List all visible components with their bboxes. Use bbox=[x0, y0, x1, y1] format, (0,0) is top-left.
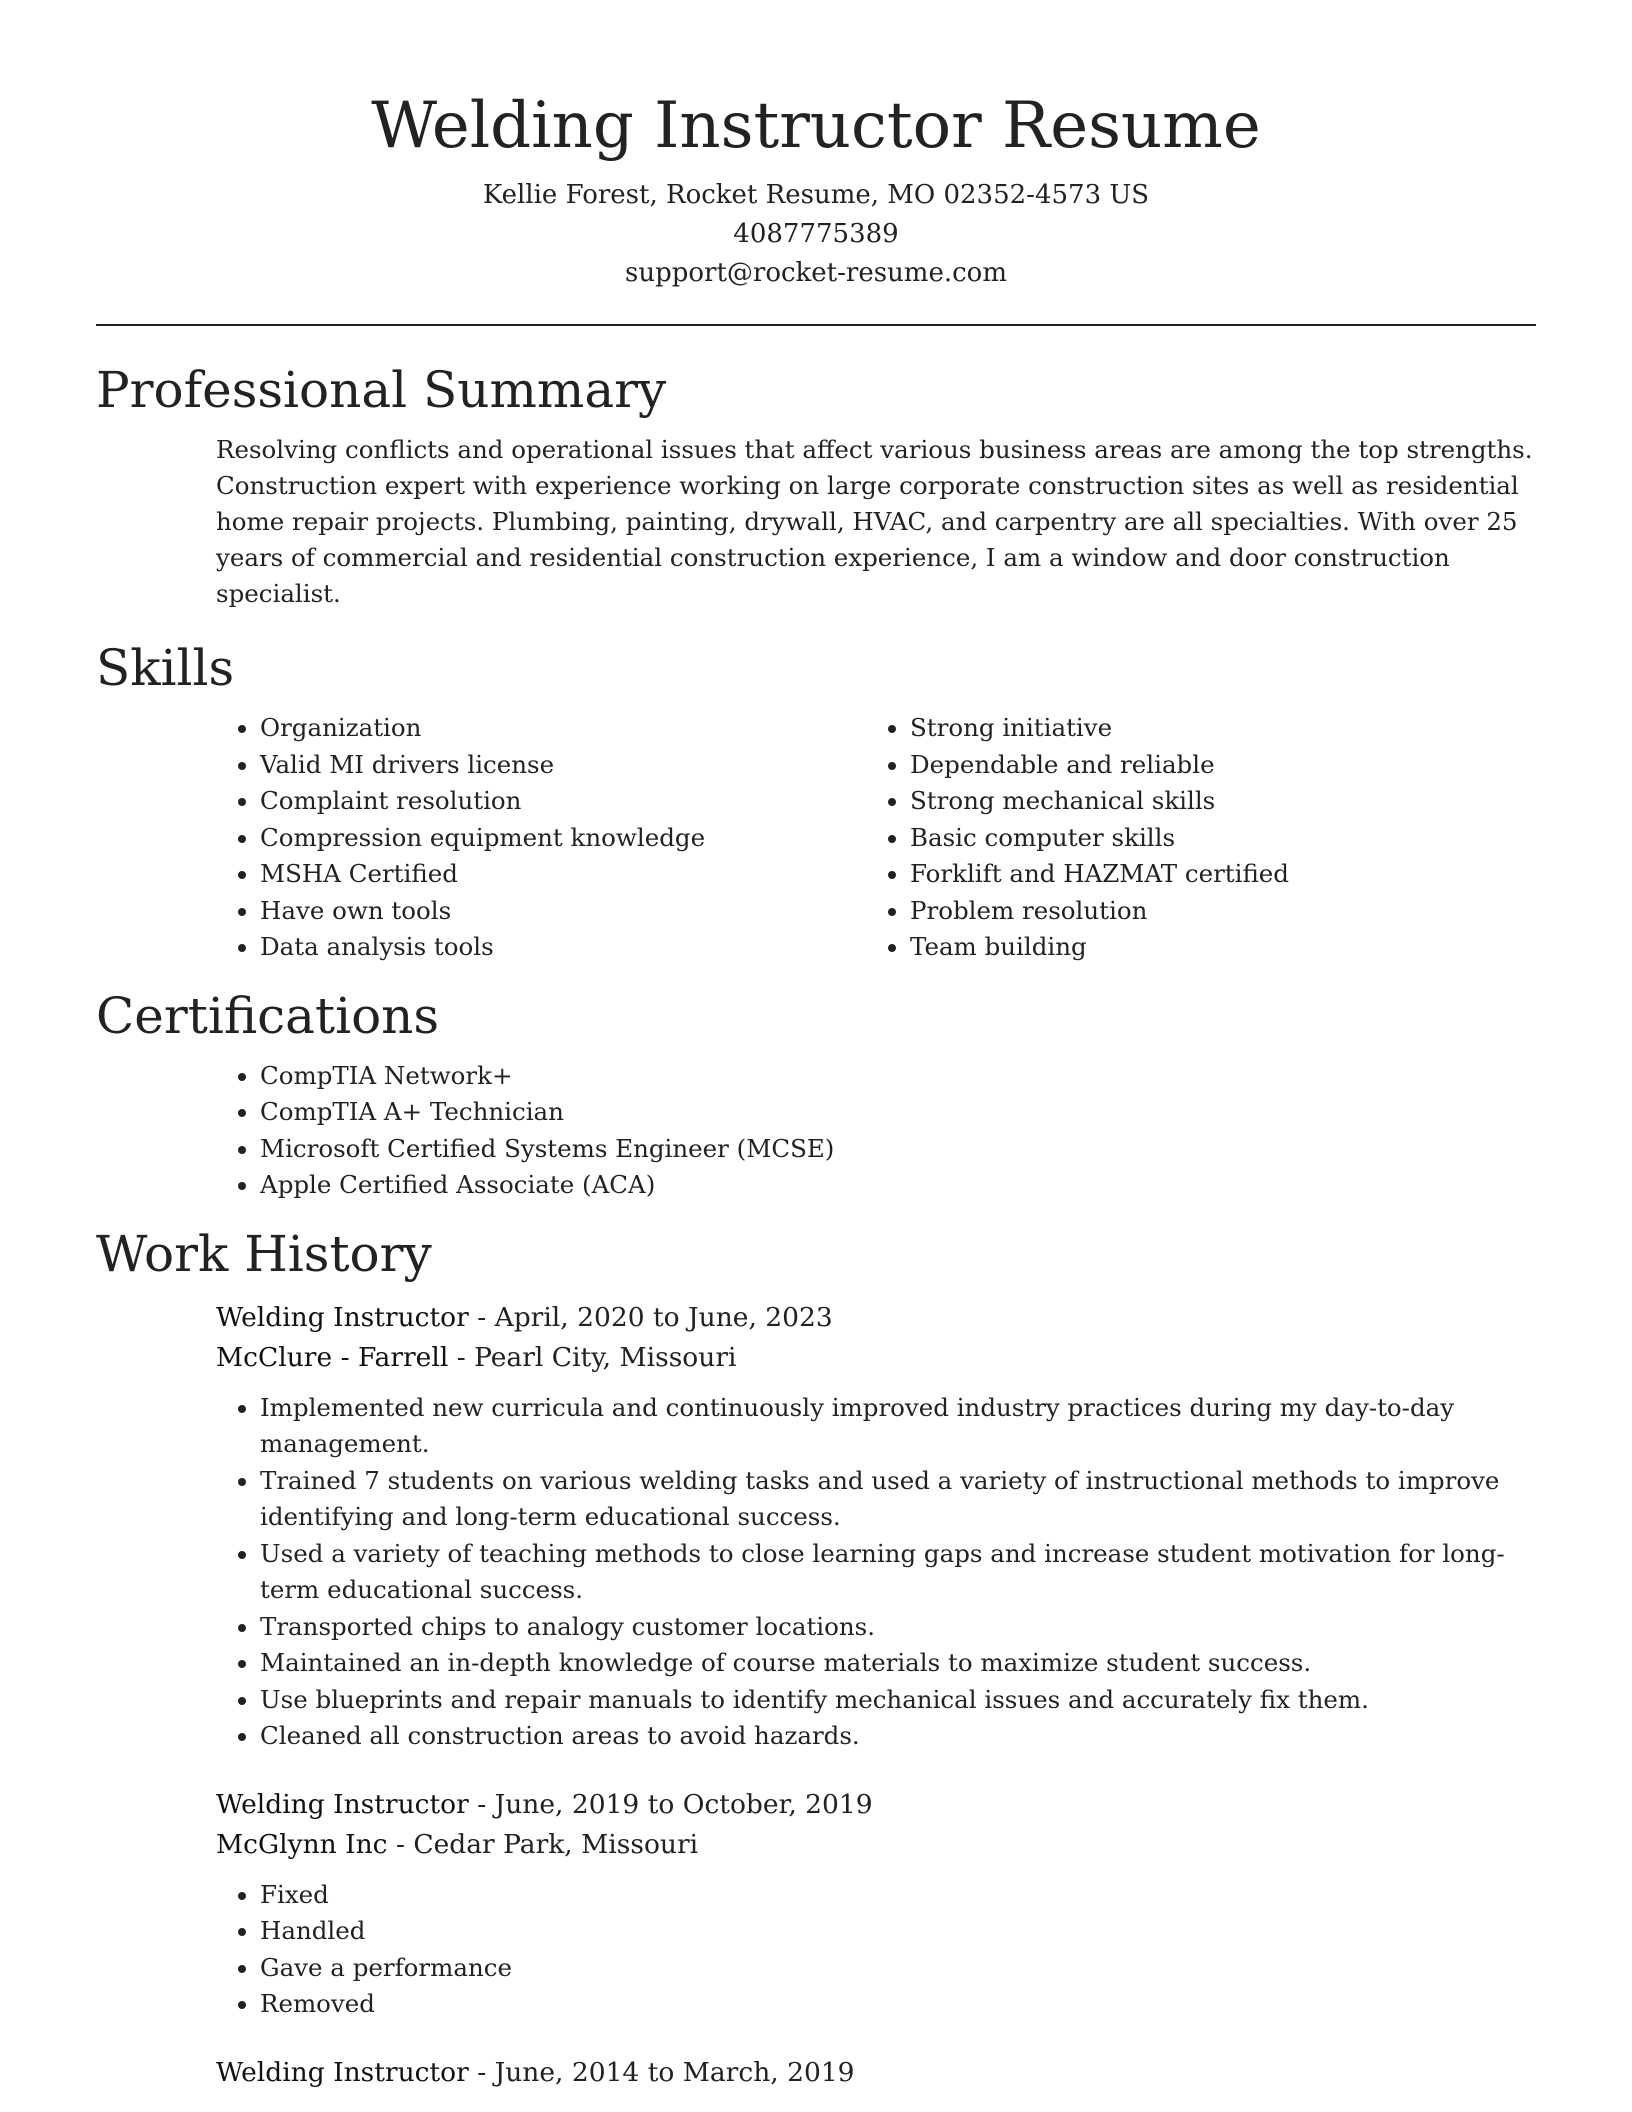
skill-item: • MSHA Certified bbox=[260, 856, 866, 893]
skill-item: • Dependable and reliable bbox=[910, 747, 1516, 784]
job-title-line bbox=[216, 1298, 1536, 1338]
contact-email: support@rocket-resume.com bbox=[624, 258, 1007, 288]
skill-item: • Compression equipment knowledge bbox=[260, 820, 866, 857]
job-company-line bbox=[216, 1338, 1536, 1378]
resume-page bbox=[96, 0, 1536, 2093]
summary-text: Resolving conflicts and operational issues that affect various business areas are among the top strengths. Construction expert with experience working on large corporate construction sites as well as residential home repair projects. Plumbing, painting, drywall, HVAC, and carpentry are all specialties. With over 25 years of commercial and residential construction experience, I am a window and door construction specialist. bbox=[216, 435, 1533, 608]
job-dates: - June, 2019 to October, 2019 bbox=[468, 1788, 873, 1820]
skills-heading: Skills bbox=[96, 639, 235, 697]
skill-item: • Valid MI drivers license bbox=[260, 747, 866, 784]
summary-heading: Professional Summary bbox=[96, 361, 667, 419]
skill-item: • Have own tools bbox=[260, 893, 866, 930]
job-duty: • Used a variety of teaching methods to close learning gaps and increase student motivation for long-term educational success. bbox=[260, 1536, 1536, 1609]
job-duties-list bbox=[216, 1390, 1536, 1755]
job-title-line bbox=[216, 2053, 1536, 2093]
certification-item: • CompTIA A+ Technician bbox=[260, 1094, 1536, 1131]
work-history-section bbox=[96, 1224, 1536, 2093]
job-duty: • Gave a performance bbox=[260, 1950, 1536, 1987]
job-company-line bbox=[216, 1825, 1536, 1865]
job-duty: • Fixed bbox=[260, 1877, 1536, 1914]
job-duty: • Removed bbox=[260, 1986, 1536, 2023]
resume-header bbox=[96, 0, 1536, 293]
skill-item: • Problem resolution bbox=[910, 893, 1516, 930]
contact-phone: 4087775389 bbox=[733, 219, 899, 249]
skill-item: • Forklift and HAZMAT certified bbox=[910, 856, 1516, 893]
skill-item: • Organization bbox=[260, 710, 866, 747]
certification-item: • Microsoft Certified Systems Engineer (MCSE) bbox=[260, 1131, 1536, 1168]
certifications-heading: Certifications bbox=[96, 986, 440, 1045]
job-duty: • Maintained an in-depth knowledge of course materials to maximize student success. bbox=[260, 1645, 1536, 1682]
job-dates: - April, 2020 to June, 2023 bbox=[468, 1301, 833, 1333]
job-title: Welding Instructor bbox=[216, 2056, 469, 2088]
certifications-list-wrap bbox=[216, 1058, 1536, 1204]
job-entry bbox=[216, 1785, 1536, 2023]
job-duty: • Implemented new curricula and continuously improved industry practices during my day-to-day management. bbox=[260, 1390, 1536, 1463]
skills-column-right bbox=[866, 710, 1516, 966]
contact-block bbox=[96, 176, 1536, 293]
contact-address: Kellie Forest, Rocket Resume, MO 02352-4573 US bbox=[482, 180, 1150, 210]
job-duty: • Handled bbox=[260, 1913, 1536, 1950]
job-company: McGlynn Inc bbox=[216, 1828, 388, 1860]
certifications-list bbox=[216, 1058, 1536, 1204]
job-entry bbox=[216, 1298, 1536, 1755]
job-dates: - June, 2014 to March, 2019 bbox=[468, 2056, 855, 2088]
job-duty: • Trained 7 students on various welding tasks and used a variety of instructional methods to improve identifying and long-term educational success. bbox=[260, 1463, 1536, 1536]
skill-item: • Complaint resolution bbox=[260, 783, 866, 820]
job-title-line bbox=[216, 1785, 1536, 1825]
skills-list-right bbox=[866, 710, 1516, 966]
certifications-section bbox=[96, 986, 1536, 1204]
skill-item: • Team building bbox=[910, 929, 1516, 966]
header-divider bbox=[96, 324, 1536, 326]
resume-title: Welding Instructor Resume bbox=[371, 89, 1261, 163]
skill-item: • Strong initiative bbox=[910, 710, 1516, 747]
skills-list-left bbox=[216, 710, 866, 966]
job-duty: • Transported chips to analogy customer locations. bbox=[260, 1609, 1536, 1646]
job-duty: • Cleaned all construction areas to avoid hazards. bbox=[260, 1718, 1536, 1755]
job-company: McClure - Farrell bbox=[216, 1341, 449, 1373]
certification-item: • Apple Certified Associate (ACA) bbox=[260, 1167, 1536, 1204]
skills-column-left bbox=[216, 710, 866, 966]
skill-item: • Basic computer skills bbox=[910, 820, 1516, 857]
work-history-heading: Work History bbox=[96, 1224, 432, 1283]
job-location: - Cedar Park, Missouri bbox=[387, 1828, 699, 1860]
skills-section bbox=[96, 638, 1536, 966]
job-location: - Pearl City, Missouri bbox=[448, 1341, 737, 1373]
job-title: Welding Instructor bbox=[216, 1301, 469, 1333]
skill-item: • Strong mechanical skills bbox=[910, 783, 1516, 820]
job-duty: • Use blueprints and repair manuals to identify mechanical issues and accurately fix them. bbox=[260, 1682, 1536, 1719]
skills-columns bbox=[216, 710, 1536, 966]
summary-section bbox=[96, 360, 1536, 612]
skill-item: • Data analysis tools bbox=[260, 929, 866, 966]
certification-item: • CompTIA Network+ bbox=[260, 1058, 1536, 1095]
job-title: Welding Instructor bbox=[216, 1788, 469, 1820]
job-entry bbox=[216, 2053, 1536, 2093]
job-duties-list bbox=[216, 1877, 1536, 2023]
